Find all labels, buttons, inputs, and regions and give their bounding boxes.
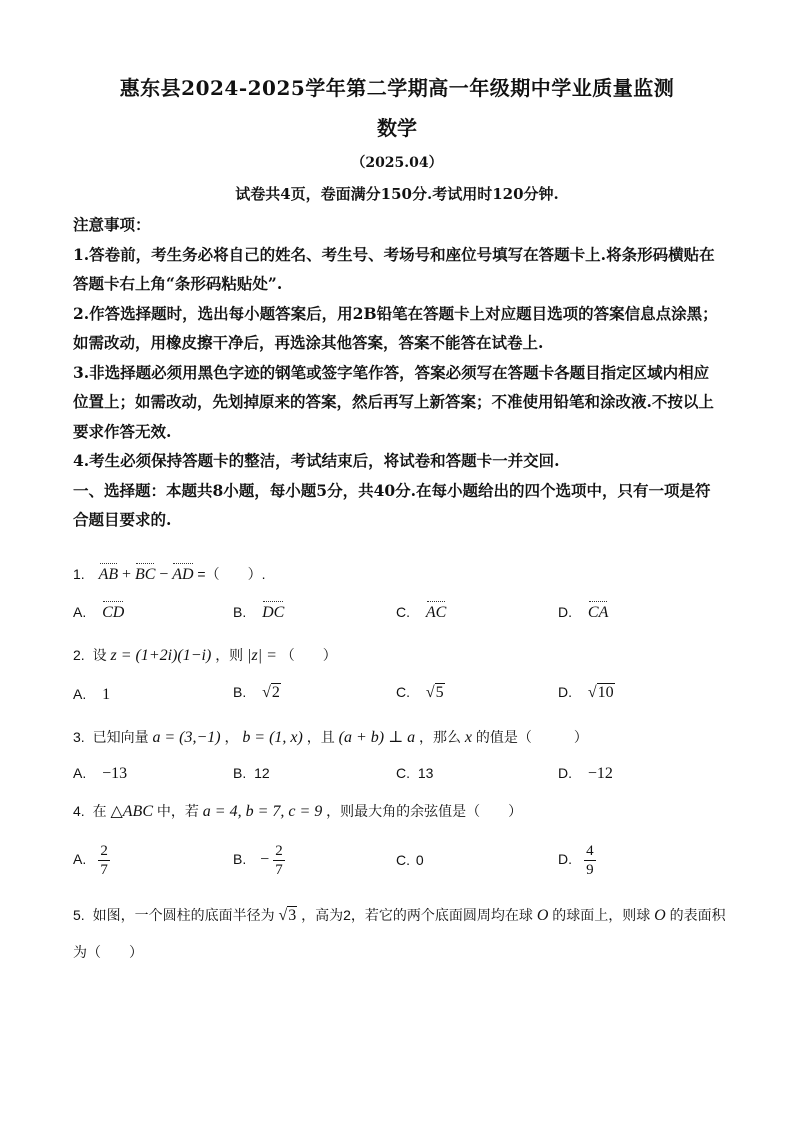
q1-option-c[interactable] xyxy=(396,604,446,622)
q3-option-c[interactable] xyxy=(396,765,433,781)
minus-sign: − xyxy=(159,566,169,583)
option-value: 1 xyxy=(102,686,111,703)
question-text: 已知向量 xyxy=(92,729,149,745)
question-2 xyxy=(73,645,337,665)
q3-option-b[interactable] xyxy=(233,765,270,781)
question-number: 2. xyxy=(73,647,85,663)
q1-option-d[interactable] xyxy=(558,604,608,622)
q4-option-a[interactable] xyxy=(73,842,110,879)
question-1 xyxy=(73,564,266,584)
q4-option-b[interactable] xyxy=(233,842,285,879)
question-text: 在 xyxy=(92,803,107,819)
question-5 xyxy=(73,905,726,925)
question-text: 中，若 xyxy=(156,803,199,819)
modulus-expression: |z| = xyxy=(247,647,277,664)
q3-option-a[interactable] xyxy=(73,765,127,783)
fraction-denominator: 7 xyxy=(275,862,283,878)
vector-bc: BC xyxy=(134,566,156,583)
exam-date: （2025.04） xyxy=(351,155,443,171)
question-number: 1. xyxy=(73,566,85,582)
option-value: 10 xyxy=(597,684,614,701)
fraction xyxy=(98,842,110,879)
question-text: ，则 xyxy=(215,647,244,663)
option-value: −12 xyxy=(587,765,613,782)
question-text: ，那么 xyxy=(419,729,462,745)
vector-ab: AB xyxy=(98,566,119,583)
perpendicular-condition: (a + b) ⊥ a xyxy=(338,729,416,746)
question-5-line-2 xyxy=(73,942,143,962)
exam-info: 试卷共4页，卷面满分150分.考试用时120分钟. xyxy=(235,185,559,203)
fraction xyxy=(273,842,285,879)
vector-ad: AD xyxy=(172,566,194,583)
fraction-denominator: 9 xyxy=(586,862,594,878)
option-label: B. xyxy=(233,765,247,781)
question-4 xyxy=(73,801,522,821)
q2-option-a[interactable] xyxy=(73,686,110,704)
question-tail: （ ） xyxy=(280,647,337,663)
sqrt-value: √10 xyxy=(587,684,614,701)
instructions xyxy=(73,210,723,535)
question-text: 的表面积 xyxy=(669,907,726,923)
option-value: 2 xyxy=(271,684,280,701)
fraction-numerator: 4 xyxy=(586,843,594,859)
q2-option-c[interactable] xyxy=(396,684,445,702)
sphere-center: O xyxy=(654,907,666,924)
vector-a: a xyxy=(152,729,161,746)
question-text: 设 xyxy=(92,647,107,663)
radius-value: 3 xyxy=(288,907,297,924)
q2-option-b[interactable] xyxy=(233,684,281,702)
option-value: AC xyxy=(425,604,447,621)
question-text: ，且 xyxy=(306,729,335,745)
option-value: 12 xyxy=(254,765,270,781)
option-label: B. xyxy=(233,851,247,868)
option-value: −13 xyxy=(102,765,128,782)
sqrt-radius: √3 xyxy=(278,907,297,924)
question-tail: 为（ ） xyxy=(73,944,143,960)
option-label: D. xyxy=(558,851,572,868)
instructions-heading: 注意事项： xyxy=(73,215,151,234)
side-lengths: a = 4, b = 7, c = 9 xyxy=(202,803,323,820)
question-number: 3. xyxy=(73,729,85,745)
vector-b-value: = (1, x) xyxy=(254,729,303,746)
plus-sign: + xyxy=(122,566,132,583)
instruction-item: 1.答卷前，考生务必将自己的姓名、考生号、考场号和座位号填写在答题卡上.将条形码横贴在答题卡右上角“条形码粘贴处”. xyxy=(73,244,715,293)
option-value: 5 xyxy=(435,684,444,701)
sqrt-value: √2 xyxy=(262,684,280,701)
question-text: ，高为2，若它的两个底面圆周均在球 xyxy=(301,907,533,923)
option-label: A. xyxy=(73,686,87,702)
question-number: 4. xyxy=(73,803,85,819)
option-label: A. xyxy=(73,851,87,868)
question-text: 如图，一个圆柱的底面半径为 xyxy=(92,907,275,923)
q4-option-c[interactable] xyxy=(396,852,424,868)
complex-expression: z = (1+2i)(1−i) xyxy=(110,647,212,664)
instruction-item: 4.考生必须保持答题卡的整洁，考试结束后，将试卷和答题卡一并交回. xyxy=(73,451,560,470)
option-value: DC xyxy=(262,604,285,621)
q4-option-d[interactable] xyxy=(558,842,596,879)
option-label: A. xyxy=(73,604,87,620)
option-label: B. xyxy=(233,604,247,620)
fraction xyxy=(584,842,596,879)
vector-b: b xyxy=(242,729,251,746)
option-value: CA xyxy=(587,604,609,621)
vector-a-value: = (3,−1) xyxy=(164,729,221,746)
option-label: C. xyxy=(396,604,410,620)
instruction-item: 2.作答选择题时，选出每小题答案后，用2B铅笔在答题卡上对应题目选项的答案信息点涂黑；如需改动，用橡皮擦干净后，再选涂其他答案，答案不能答在试卷上. xyxy=(73,303,718,352)
question-tail: ，则最大角的余弦值是（ ） xyxy=(326,803,523,819)
instruction-item: 3.非选择题必须用黑色字迹的钢笔或签字笔作答，答案必须写在答题卡各题目指定区域内相应位置上；如需改动，先划掉原来的答案，然后再写上新答案；不准使用铅笔和涂改液.不按以上要求作答无效. xyxy=(73,362,714,441)
option-value: CD xyxy=(102,604,125,621)
sphere-center: O xyxy=(536,907,549,924)
section-heading: 一、选择题：本题共8小题，每小题5分，共40分.在每小题给出的四个选项中，只有一项是符合题目要求的. xyxy=(73,480,711,529)
exam-subject: 数学 xyxy=(377,116,417,140)
option-label: C. xyxy=(396,684,410,700)
sqrt-value: √5 xyxy=(425,684,444,701)
question-text: ， xyxy=(224,729,239,745)
option-value: 0 xyxy=(415,852,424,868)
q1-option-a[interactable] xyxy=(73,604,124,622)
option-value: 13 xyxy=(417,765,434,781)
triangle-name: △ABC xyxy=(110,803,153,820)
question-tail: 的值是（ ） xyxy=(475,729,588,745)
question-3 xyxy=(73,727,588,747)
option-label: D. xyxy=(558,604,572,620)
option-label: A. xyxy=(73,765,87,781)
variable-x: x xyxy=(464,729,473,746)
fraction-numerator: 2 xyxy=(275,843,283,859)
fraction-numerator: 2 xyxy=(100,843,108,859)
question-tail: =（ ）. xyxy=(197,566,266,582)
option-label: D. xyxy=(558,684,572,700)
negative-sign: − xyxy=(260,851,270,869)
q3-option-d[interactable] xyxy=(558,765,613,783)
question-number: 5. xyxy=(73,907,85,923)
option-label: D. xyxy=(558,765,572,781)
option-label: C. xyxy=(396,765,410,781)
option-label: C. xyxy=(396,852,410,868)
q2-option-d[interactable] xyxy=(558,684,615,702)
option-label: B. xyxy=(233,684,247,700)
q1-option-b[interactable] xyxy=(233,604,284,622)
question-text: 的球面上，则球 xyxy=(552,907,651,923)
exam-title: 惠东县2024-2025学年第二学期高一年级期中学业质量监测 xyxy=(119,76,675,100)
fraction-denominator: 7 xyxy=(100,862,108,878)
